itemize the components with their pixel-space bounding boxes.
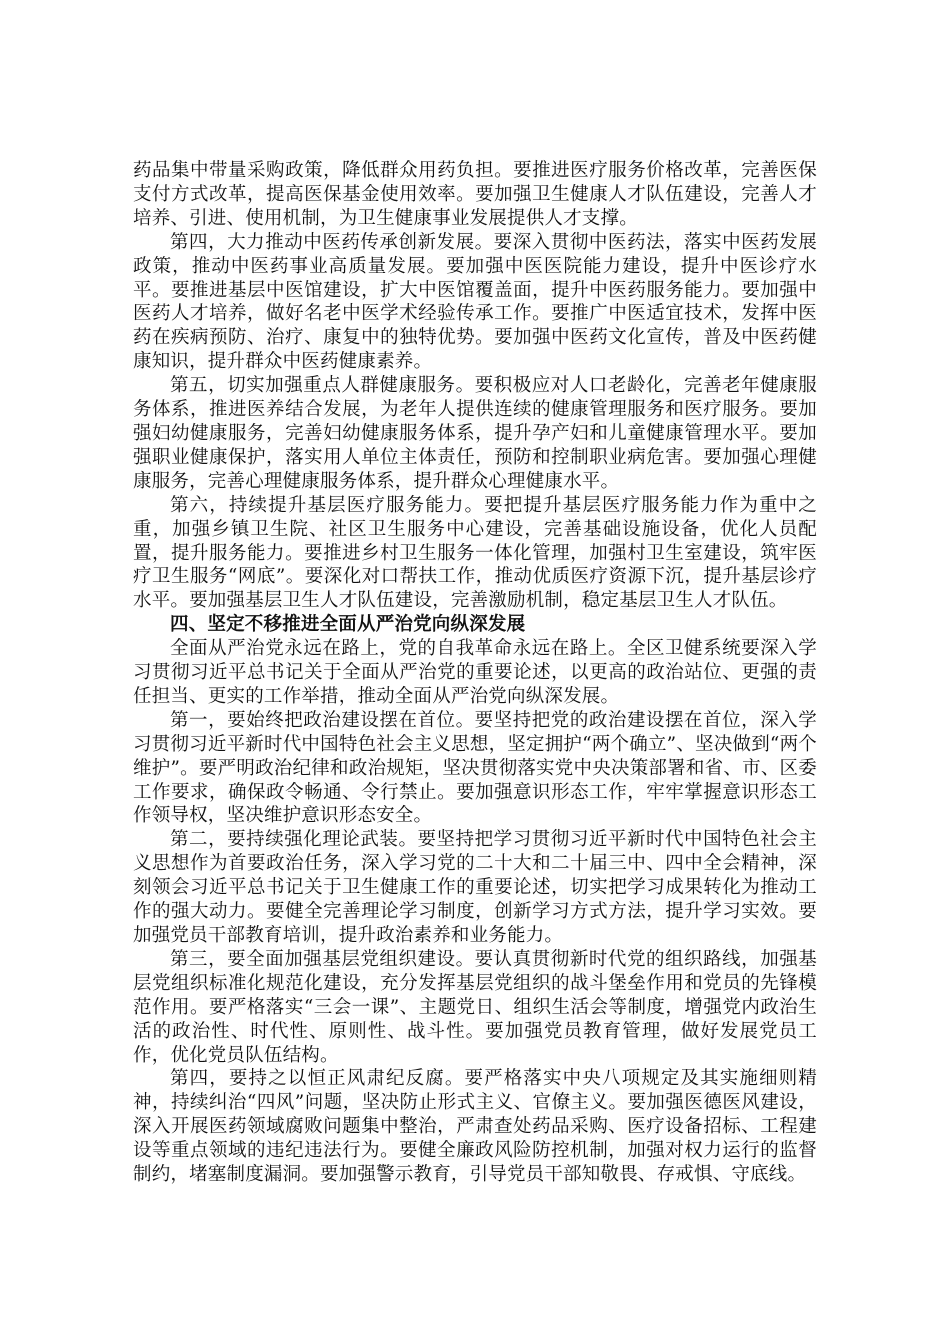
paragraph-key-groups-health: 第五，切实加强重点人群健康服务。要积极应对人口老龄化，完善老年健康服务体系，推进医养结合发展，为老年人提供连续的健康管理服务和医疗服务。要加强妇幼健康服务，完善妇幼健康服务体系，提升孕产妇和儿童健康管理水平。要加强职业健康保护，落实用人单位主体责任，预防和控制职业病危害。要加强心理健康服务，完善心理健康服务体系，提升群众心理健康水平。 — [133, 375, 817, 492]
paragraph-party-organization: 第三，要全面加强基层党组织建设。要认真贯彻新时代党的组织路线，加强基层党组织标准化规范化建设，充分发挥基层党组织的战斗堡垒作用和党员的先锋模范作用。要严格落实“三会一课”、主题党日、组织生活会等制度，增强党内政治生活的政治性、时代性、原则性、战斗性。要加强党员教育管理，做好发展党员工作，优化党员队伍结构。 — [133, 948, 817, 1066]
section-heading: 四、坚定不移推进全面从严治党向纵深发展 — [170, 614, 526, 636]
paragraph-tcm-development: 第四，大力推动中医药传承创新发展。要深入贯彻中医药法，落实中医药发展政策，推动中医药事业高质量发展。要加强中医医院能力建设，提升中医诊疗水平。要推进基层中医馆建设，扩大中医馆覆盖面，提升中医药服务能力。要加强中医药人才培养，做好名老中医学术经验传承工作。要推广中医适宜技术，发挥中医药在疾病预防、治疗、康复中的独特优势。要加强中医药文化宣传，普及中医药健康知识，提升群众中医药健康素养。 — [133, 231, 817, 373]
paragraph-anti-corruption: 第四，要持之以恒正风肃纪反腐。要严格落实中央八项规定及其实施细则精神，持续纠治“四风”问题，坚决防止形式主义、官僚主义。要加强医德医风建设，深入开展医药领域腐败问题集中整治，严肃查处药品采购、医疗设备招标、工程建设等重点领域的违纪违法行为。要健全廉政风险防控机制，加强对权力运行的监督制约，堵塞制度漏洞。要加强警示教育，引导党员干部知敬畏、存戒惧、守底线。 — [133, 1068, 817, 1186]
paragraph-political-building: 第一，要始终把政治建设摆在首位。要坚持把党的政治建设摆在首位，深入学习贯彻习近平新时代中国特色社会主义思想，坚定拥护“两个确立”、坚决做到“两个维护”。要严明政治纪律和政治规矩，坚决贯彻落实党中央决策部署和省、市、区委工作要求，确保政令畅通、令行禁止。要加强意识形态工作，牢牢掌握意识形态工作领导权，坚决维护意识形态安全。 — [133, 709, 817, 827]
paragraph-primary-care: 第六，持续提升基层医疗服务能力。要把提升基层医疗服务能力作为重中之重，加强乡镇卫生院、社区卫生服务中心建设，完善基础设施设备，优化人员配置，提升服务能力。要推进乡村卫生服务一体化管理，加强村卫生室建设，筑牢医疗卫生服务“网底”。要深化对口帮扶工作，推动优质医疗资源下沉，提升基层诊疗水平。要加强基层卫生人才队伍建设，完善激励机制，稳定基层卫生人才队伍。 — [133, 494, 817, 612]
paragraph-theory-study: 第二，要持续强化理论武装。要坚持把学习贯彻习近平新时代中国特色社会主义思想作为首要政治任务，深入学习党的二十大和二十届三中、四中全会精神，深刻领会习近平总书记关于卫生健康工作的重要论述，切实把学习成果转化为推动工作的强大动力。要健全完善理论学习制度，创新学习方式方法，提升学习实效。要加强党员干部教育培训，提升政治素养和业务能力。 — [133, 829, 817, 946]
paragraph-intro: 全面从严治党永远在路上，党的自我革命永远在路上。全区卫健系统要深入学习贯彻习近平总书记关于全面从严治党的重要论述，以更高的政治站位、更强的责任担当、更实的工作举措，推动全面从严治党向纵深发展。 — [133, 638, 817, 707]
paragraph-continuation: 药品集中带量采购政策，降低群众用药负担。要推进医疗服务价格改革，完善医保支付方式改革，提高医保基金使用效率。要加强卫生健康人才队伍建设，完善人才培养、引进、使用机制，为卫生健康事业发展提供人才支撑。 — [133, 160, 817, 229]
document-body — [133, 159, 817, 1187]
